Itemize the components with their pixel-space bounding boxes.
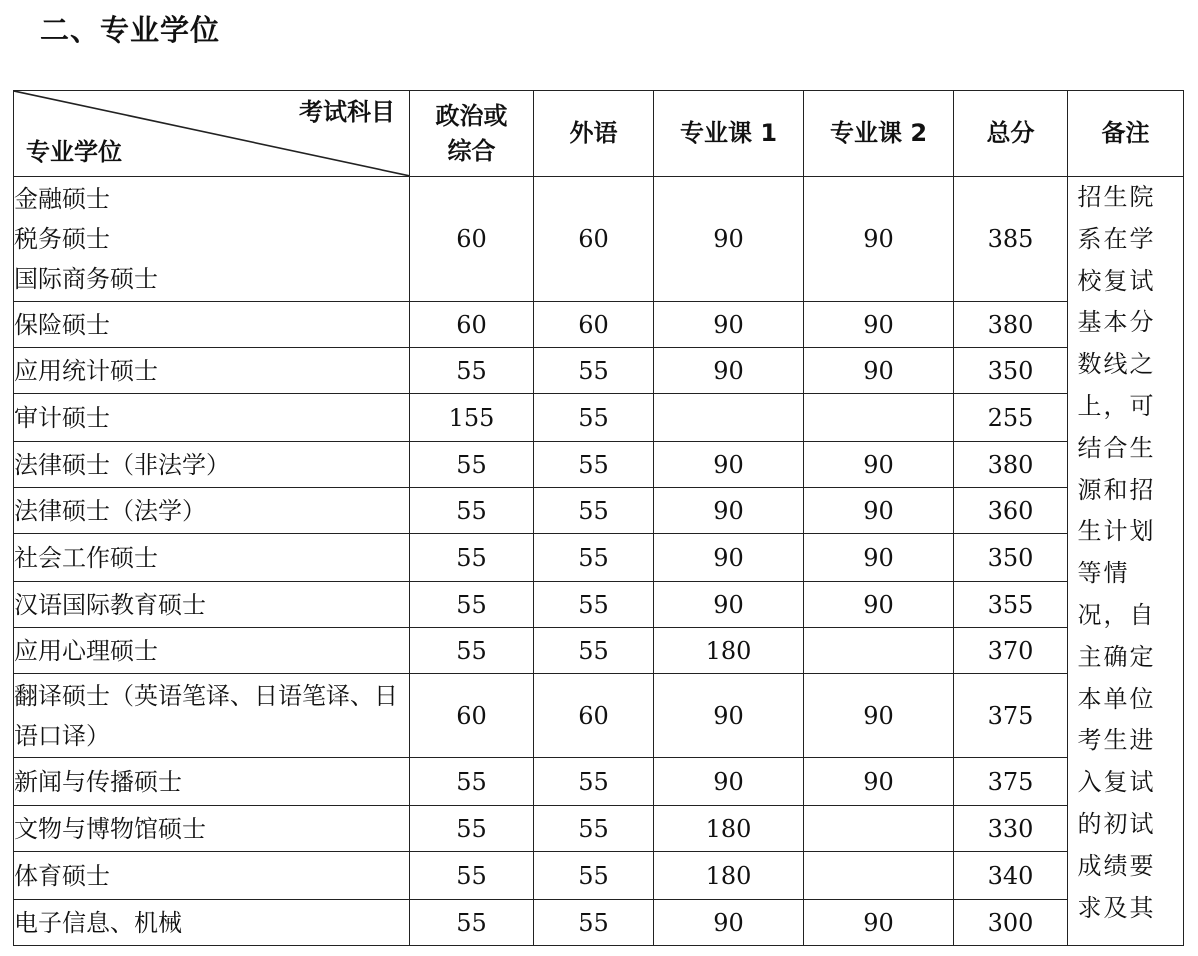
language-score: 55 [534, 534, 654, 582]
remark-text: 招生院系在学校复试基本分数线之上，可结合生源和招生计划等情况，自主确定本单位考生进入复试的初试成绩要求及其 [1077, 183, 1156, 922]
table-row [14, 488, 1184, 534]
politics-score: 55 [410, 488, 534, 534]
total-score: 380 [954, 302, 1068, 348]
course1-score: 180 [654, 628, 804, 674]
table-row [14, 534, 1184, 582]
degree-name: 体育硕士 [14, 852, 410, 900]
language-score: 60 [534, 177, 654, 302]
diagonal-header-cell [14, 91, 410, 177]
remark-cell [1068, 177, 1184, 946]
section-title: 二、专业学位 [40, 13, 221, 47]
table-row [14, 806, 1184, 852]
total-score: 355 [954, 582, 1068, 628]
politics-score: 60 [410, 177, 534, 302]
course1-score: 90 [654, 348, 804, 394]
course1-score [654, 394, 804, 442]
total-score: 380 [954, 442, 1068, 488]
language-score: 55 [534, 442, 654, 488]
course1-score: 90 [654, 534, 804, 582]
language-score: 55 [534, 852, 654, 900]
course2-score: 90 [804, 442, 954, 488]
degree-name: 文物与博物馆硕士 [14, 806, 410, 852]
language-score: 55 [534, 488, 654, 534]
course1-score: 180 [654, 806, 804, 852]
course2-score [804, 806, 954, 852]
course2-score: 90 [804, 177, 954, 302]
language-score: 55 [534, 348, 654, 394]
table-row [14, 177, 1184, 302]
course2-score: 90 [804, 758, 954, 806]
language-score: 55 [534, 806, 654, 852]
degree-name: 社会工作硕士 [14, 534, 410, 582]
course2-score: 90 [804, 900, 954, 946]
politics-score: 55 [410, 534, 534, 582]
course1-score: 90 [654, 674, 804, 758]
table-row [14, 442, 1184, 488]
course2-score: 90 [804, 348, 954, 394]
politics-score: 155 [410, 394, 534, 442]
politics-score: 55 [410, 852, 534, 900]
politics-score: 55 [410, 628, 534, 674]
course1-score: 180 [654, 852, 804, 900]
table-row [14, 758, 1184, 806]
total-score: 350 [954, 348, 1068, 394]
language-score: 60 [534, 674, 654, 758]
politics-score: 60 [410, 302, 534, 348]
politics-score: 55 [410, 758, 534, 806]
degree-name: 法律硕士（非法学） [14, 442, 410, 488]
language-score: 55 [534, 582, 654, 628]
course2-score: 90 [804, 534, 954, 582]
politics-header: 政治或综合 [410, 91, 534, 177]
course1-score: 90 [654, 302, 804, 348]
remark-header: 备注 [1068, 91, 1184, 177]
course2-score [804, 852, 954, 900]
course1-score: 90 [654, 177, 804, 302]
course2-score [804, 394, 954, 442]
course2-header: 专业课 2 [804, 91, 954, 177]
total-score: 330 [954, 806, 1068, 852]
total-score: 350 [954, 534, 1068, 582]
table-row [14, 852, 1184, 900]
course2-score: 90 [804, 488, 954, 534]
table-row [14, 348, 1184, 394]
degree-name: 法律硕士（法学） [14, 488, 410, 534]
degree-name: 应用统计硕士 [14, 348, 410, 394]
course1-score: 90 [654, 582, 804, 628]
course1-score: 90 [654, 488, 804, 534]
politics-score: 55 [410, 900, 534, 946]
total-score: 375 [954, 758, 1068, 806]
total-score: 300 [954, 900, 1068, 946]
course2-score: 90 [804, 302, 954, 348]
degree-name: 电子信息、机械 [14, 900, 410, 946]
total-score: 360 [954, 488, 1068, 534]
course1-score: 90 [654, 442, 804, 488]
course1-score: 90 [654, 900, 804, 946]
total-score: 385 [954, 177, 1068, 302]
table-row [14, 674, 1184, 758]
politics-score: 55 [410, 582, 534, 628]
degree-name: 新闻与传播硕士 [14, 758, 410, 806]
degree-name: 审计硕士 [14, 394, 410, 442]
degree-header-label: 专业学位 [26, 138, 122, 167]
course2-score: 90 [804, 674, 954, 758]
total-score: 370 [954, 628, 1068, 674]
table-row [14, 582, 1184, 628]
language-score: 55 [534, 900, 654, 946]
table-row [14, 302, 1184, 348]
politics-score: 55 [410, 806, 534, 852]
total-score: 340 [954, 852, 1068, 900]
language-score: 55 [534, 628, 654, 674]
subject-header-label: 考试科目 [299, 98, 395, 126]
table-row [14, 628, 1184, 674]
language-score: 55 [534, 758, 654, 806]
language-header: 外语 [534, 91, 654, 177]
course2-score [804, 628, 954, 674]
language-score: 60 [534, 302, 654, 348]
score-table [13, 90, 1184, 946]
politics-score: 55 [410, 348, 534, 394]
politics-score: 55 [410, 442, 534, 488]
course1-score: 90 [654, 758, 804, 806]
degree-name: 汉语国际教育硕士 [14, 582, 410, 628]
course2-score: 90 [804, 582, 954, 628]
total-score: 255 [954, 394, 1068, 442]
total-score: 375 [954, 674, 1068, 758]
table-row [14, 394, 1184, 442]
degree-name: 保险硕士 [14, 302, 410, 348]
degree-name: 金融硕士 税务硕士 国际商务硕士 [14, 177, 410, 302]
politics-score: 60 [410, 674, 534, 758]
table-row [14, 900, 1184, 946]
degree-name: 翻译硕士（英语笔译、日语笔译、日语口译） [14, 674, 410, 758]
language-score: 55 [534, 394, 654, 442]
degree-name: 应用心理硕士 [14, 628, 410, 674]
header-row [14, 91, 1184, 177]
course1-header: 专业课 1 [654, 91, 804, 177]
total-header: 总分 [954, 91, 1068, 177]
